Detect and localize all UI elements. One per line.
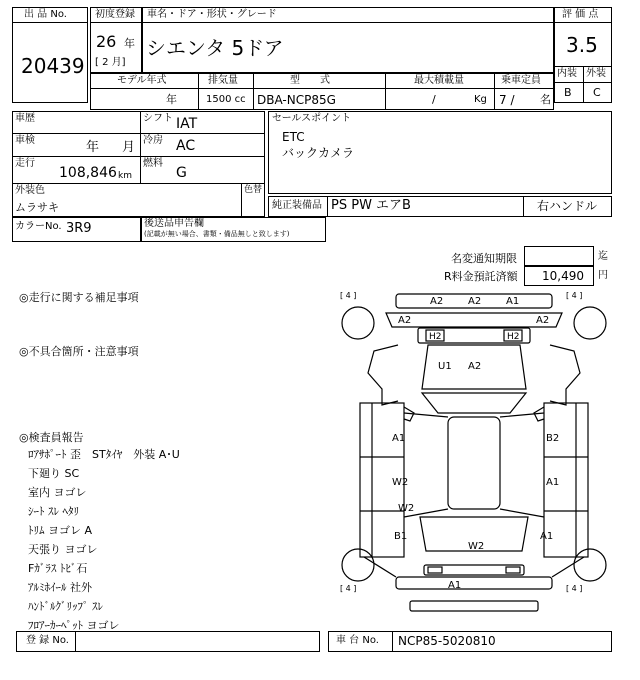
interior-grade: B (564, 86, 572, 99)
report-line: Fｶﾞﾗｽ ﾄﾋﾞ石 (28, 562, 88, 575)
first-reg-label: 初度登録 (95, 9, 135, 20)
capacity-unit: 名 (540, 93, 551, 106)
tire-front-left (342, 307, 374, 339)
model-year-label: モデル年式 (117, 75, 167, 86)
mark-left-front-door: A1 (392, 433, 406, 444)
first-reg-year-unit: 年 (124, 37, 135, 50)
max-load-unit: Kg (474, 94, 487, 105)
tire-label-rr: [ 4 ] (566, 584, 583, 593)
mark-left-rear-door: W2 (392, 477, 409, 488)
mark-left-quarter-b: B1 (394, 531, 408, 542)
mark-grille-left: A2 (398, 315, 412, 326)
mileage-unit: km (118, 171, 132, 181)
mileage-label: 走行 (15, 158, 35, 169)
report-line: ﾄﾘﾑ ヨゴレ A (28, 524, 93, 537)
mark-front-bumper-3: A1 (506, 296, 520, 307)
mark-front-bumper-1: A2 (430, 296, 444, 307)
report-line: ﾌﾛｱｰｶｰﾍﾟｯﾄ ヨゴレ (28, 619, 120, 632)
later-items-label: 後送品申告欄 (144, 218, 204, 229)
chassis-no-value: NCP85-5020810 (398, 634, 496, 648)
inspection-label: 車検 (15, 135, 35, 146)
first-reg-month: [ 2 月] (95, 57, 126, 68)
recycle-unit: 円 (598, 270, 608, 281)
equipment-label: 純正装備品 (272, 200, 322, 211)
report-line: ｼｰﾄ ｽﾚ ﾍﾀﾘ (28, 505, 79, 518)
report-line: ﾊﾝﾄﾞﾙｸﾞﾘｯﾌﾟ ｽﾚ (28, 600, 103, 613)
mark-headlamp-left: H2 (429, 332, 442, 342)
mark-hood-2: A2 (468, 361, 482, 372)
name-change-label: 名変通知期限 (451, 252, 517, 265)
car-name-label: 車名・ドア・形状・グレード (147, 9, 277, 20)
chassis-no-label: 車 台 No. (336, 635, 379, 646)
color-change-label: 色替 (244, 185, 263, 195)
mark-rear-bumper: A1 (448, 580, 462, 591)
ac-value: AC (176, 138, 196, 154)
displacement-value: 1500 cc (206, 94, 246, 105)
mark-right-rear-door: A1 (546, 477, 560, 488)
car-name: シエンタ 5ドア (146, 36, 284, 60)
color-value: ムラサキ (15, 201, 59, 214)
exterior-grade: C (593, 86, 601, 99)
mark-headlamp-right: H2 (507, 332, 520, 342)
capacity-label: 乗車定員 (501, 75, 541, 86)
exterior-label: 外装 (586, 68, 606, 79)
name-change-field (524, 246, 594, 266)
tire-front-right (574, 307, 606, 339)
lot-label: 出 品 No. (24, 9, 67, 20)
max-load-slash: / (432, 93, 436, 106)
color-no-value: 3R9 (66, 221, 92, 236)
fuel-label: 燃料 (143, 158, 163, 169)
model-code: DBA-NCP85G (257, 93, 336, 107)
sales-point-item: ETC (282, 130, 305, 144)
ac-label: 冷房 (143, 135, 163, 146)
report-line: 室内 ヨゴレ (28, 486, 87, 499)
recycle-label: R料金預託済額 (444, 270, 518, 283)
name-change-unit: 迄 (598, 251, 608, 262)
equipment-value: PS PW エアB (331, 198, 411, 213)
model-label: 型 式 (290, 75, 330, 86)
sales-point-item: バックカメラ (282, 146, 355, 160)
shift-label: シフト (143, 113, 173, 124)
report-line: 下廻り SC (28, 467, 80, 480)
report-line: ﾛｱｻﾎﾟｰﾄ 歪 STﾀｲﾔ 外装 A･U (28, 448, 180, 461)
shift-value: IAT (176, 116, 198, 132)
mark-right-quarter: A1 (540, 531, 554, 542)
max-load-label: 最大積載量 (414, 75, 464, 86)
car-damage-diagram (336, 289, 612, 621)
inspector-report-label: ◎検査員報告 (19, 431, 84, 444)
recycle-amount: 10,490 (542, 269, 584, 283)
report-line: ｱﾙﾐﾎｲｰﾙ 社外 (28, 581, 92, 594)
mark-grille-right: A2 (536, 315, 550, 326)
lot-number: 20439 (21, 54, 85, 78)
inspection-month-unit: 月 (122, 140, 136, 155)
rating-label: 評 価 点 (562, 9, 599, 20)
tire-rear-left (342, 549, 374, 581)
defect-notes-label: ◎不具合箇所・注意事項 (19, 345, 139, 358)
inspector-report-lines (28, 446, 180, 636)
report-line: 天張り ヨゴレ (28, 543, 98, 556)
later-items-note: (記載が無い場合、書類・備品無しと致します) (144, 230, 290, 238)
inspection-year-unit: 年 (86, 140, 100, 155)
capacity-value: 7 / (499, 93, 515, 107)
steering-value: 右ハンドル (537, 199, 598, 213)
interior-label: 内装 (557, 68, 577, 79)
color-no-label: カラーNo. (15, 221, 62, 232)
mark-right-front-door: B2 (546, 433, 560, 444)
first-reg-year: 26 (96, 32, 117, 51)
mark-hood-1: U1 (438, 361, 452, 372)
tire-label-fl: [ 4 ] (340, 291, 357, 300)
tire-rear-right (574, 549, 606, 581)
displacement-label: 排気量 (208, 75, 238, 86)
color-label: 外装色 (15, 185, 45, 196)
fuel-value: G (176, 165, 187, 181)
mark-front-bumper-2: A2 (468, 296, 482, 307)
rating-value: 3.5 (566, 33, 598, 57)
tire-label-rl: [ 4 ] (340, 584, 357, 593)
mark-rear-glass: W2 (468, 541, 485, 552)
sales-points-label: セールスポイント (272, 113, 352, 124)
history-label: 車歴 (15, 113, 35, 124)
model-year-unit: 年 (166, 93, 177, 106)
driving-notes-label: ◎走行に関する補足事項 (19, 291, 139, 304)
tire-label-fr: [ 4 ] (566, 291, 583, 300)
mark-left-quarter-w: W2 (398, 503, 415, 514)
mileage-value: 108,846 (59, 165, 117, 181)
registration-no-label: 登 録 No. (26, 635, 69, 646)
